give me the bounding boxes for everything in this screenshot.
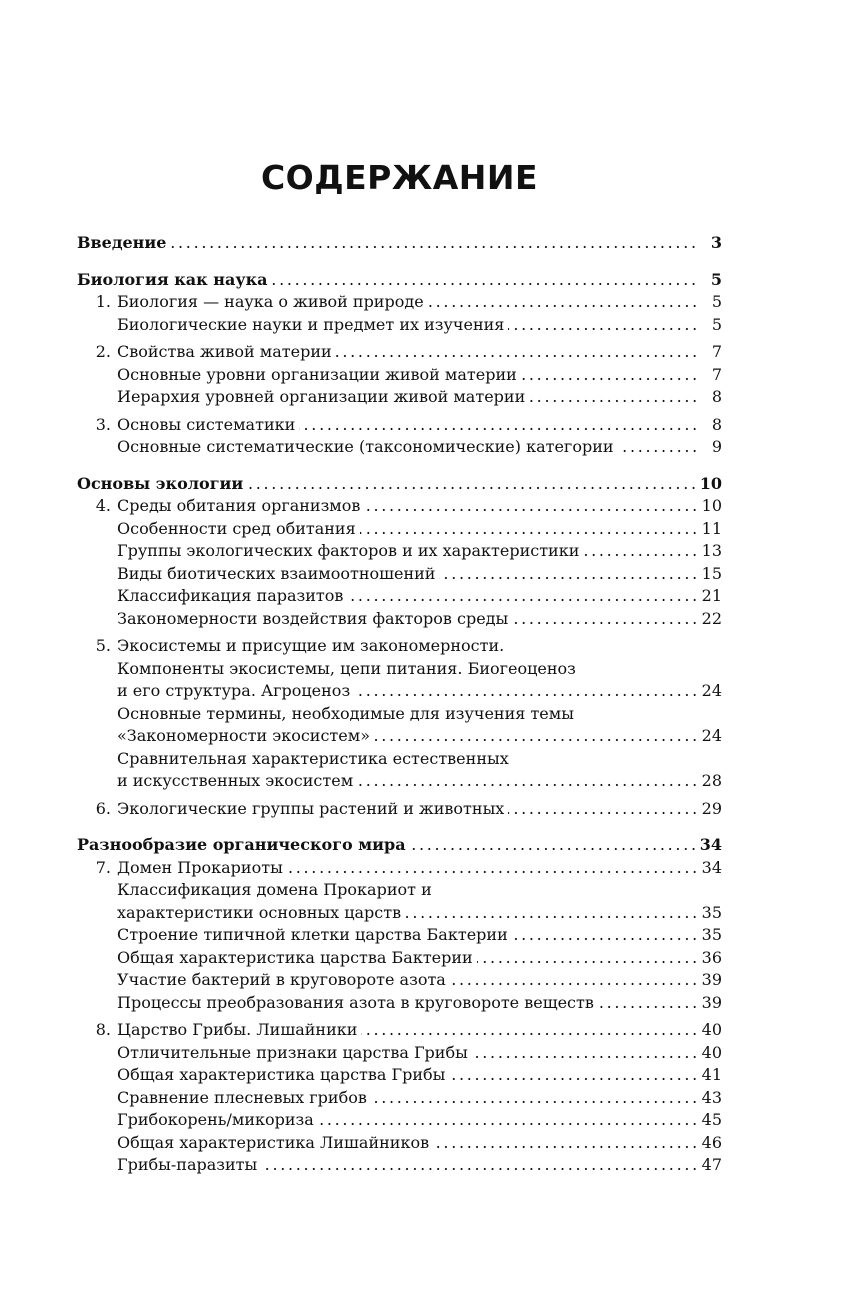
toc-entry-label: Экологические группы растений и животных xyxy=(117,799,508,818)
toc-chapter-number: 4. xyxy=(95,496,111,515)
toc-subentry-line xyxy=(77,703,722,726)
toc-entry-label: Основные термины, необходимые для изучения темы xyxy=(117,703,574,723)
toc-chapter-entry[interactable] xyxy=(77,341,722,364)
toc-entry-label: Разнообразие органического мира xyxy=(77,835,410,854)
toc-entry-page: 35 xyxy=(698,924,722,947)
toc-entry-label: Грибы-паразиты xyxy=(117,1155,261,1174)
toc-subentry-line xyxy=(77,748,722,771)
toc-entry-label: Биология как наука xyxy=(77,270,272,289)
toc-entry-label: Экосистемы и присущие им закономерности. xyxy=(117,636,505,655)
toc-subentry[interactable] xyxy=(77,540,722,563)
toc-entry-label: Группы экологических факторов и их характеристики xyxy=(117,541,583,560)
toc-entry-label: Отличительные признаки царства Грибы xyxy=(117,1043,472,1062)
toc-entry-label: и искусственных экосистем xyxy=(117,771,357,790)
toc-part-heading[interactable] xyxy=(77,834,722,857)
toc-subentry[interactable] xyxy=(77,947,722,970)
toc-entry-page: 29 xyxy=(698,798,722,821)
toc-subentry[interactable] xyxy=(77,1154,722,1177)
toc-subentry[interactable] xyxy=(77,364,722,387)
toc-chapter-entry[interactable] xyxy=(77,857,722,880)
toc-chapter-entry[interactable] xyxy=(77,495,722,518)
toc-entry-label: характеристики основных царств xyxy=(117,903,405,922)
toc-chapter-entry[interactable] xyxy=(77,680,722,703)
page-title: СОДЕРЖАНИЕ xyxy=(260,158,539,197)
toc-entry-page: 28 xyxy=(698,770,722,793)
toc-entry-page: 8 xyxy=(698,386,722,409)
toc-entry-page: 11 xyxy=(698,518,722,541)
toc-entry-label: Основные систематические (таксономические) категории xyxy=(117,437,618,456)
toc-entry-label: Биология — наука о живой природе xyxy=(117,292,428,311)
toc-entry-page: 8 xyxy=(698,414,722,437)
toc-chapter xyxy=(77,341,722,409)
toc-entry-page: 47 xyxy=(698,1154,722,1177)
toc-entry-label: Сравнение плесневых грибов xyxy=(117,1088,371,1107)
toc-entry-label: Свойства живой материи xyxy=(117,342,336,361)
toc-subentry-line xyxy=(77,879,722,902)
toc-entry-page: 5 xyxy=(698,314,722,337)
toc-entry-label: Особенности сред обитания xyxy=(117,519,360,538)
toc-subentry[interactable] xyxy=(77,992,722,1015)
toc-entry-page: 10 xyxy=(698,495,722,518)
toc-entry-label: и его структура. Агроценоз xyxy=(117,681,354,700)
toc-entry-page: 35 xyxy=(698,902,722,925)
toc-chapter xyxy=(77,1019,722,1177)
toc-subentry[interactable] xyxy=(77,608,722,631)
toc-entry-page: 9 xyxy=(698,436,722,459)
toc-subentry[interactable] xyxy=(77,1064,722,1087)
toc-entry-page: 46 xyxy=(698,1132,722,1155)
toc-subentry[interactable] xyxy=(77,1109,722,1132)
toc-entry-page: 24 xyxy=(698,725,722,748)
toc-chapter-number: 6. xyxy=(95,798,111,818)
toc-entry-page: 43 xyxy=(698,1087,722,1110)
toc-subentry[interactable] xyxy=(77,924,722,947)
toc-entry-page: 45 xyxy=(698,1109,722,1132)
toc-subentry[interactable] xyxy=(77,1087,722,1110)
toc-subentry[interactable] xyxy=(77,563,722,586)
toc-part xyxy=(77,473,722,821)
toc-entry-label: Классификация домена Прокариот и xyxy=(117,880,432,899)
toc-chapter xyxy=(77,291,722,336)
toc-entry-page: 34 xyxy=(696,834,722,857)
toc-chapter-number: 1. xyxy=(95,292,111,311)
toc-subentry[interactable] xyxy=(77,518,722,541)
toc-chapter-title-line xyxy=(77,635,722,658)
toc-subentry[interactable] xyxy=(77,725,722,748)
toc-entry-page: 10 xyxy=(696,473,722,496)
toc-entry-page: 40 xyxy=(698,1019,722,1042)
toc-entry-page: 3 xyxy=(698,232,722,255)
toc-chapter-entry[interactable] xyxy=(77,291,722,314)
toc-entry-page: 34 xyxy=(698,857,722,880)
toc-entry-page: 39 xyxy=(698,969,722,992)
toc-entry-label: Общая характеристика царства Грибы xyxy=(117,1065,449,1084)
toc-entry-label: Основы систематики xyxy=(117,415,299,434)
toc-page xyxy=(77,0,722,1312)
toc-entry-label: Строение типичной клетки царства Бактерии xyxy=(117,925,512,944)
toc-entry-page: 22 xyxy=(698,608,722,631)
toc-entry-page: 41 xyxy=(698,1064,722,1087)
toc-entry-label: «Закономерности экосистем» xyxy=(117,726,374,745)
toc-entry-intro[interactable] xyxy=(77,232,722,255)
toc-entry-page: 39 xyxy=(698,992,722,1015)
toc-entry-label: Общая характеристика Лишайников xyxy=(117,1133,433,1152)
toc-entry-label: Участие бактерий в круговороте азота xyxy=(117,970,450,989)
toc-chapter xyxy=(77,635,722,793)
toc-entry-label: Грибокорень/микориза xyxy=(117,1110,318,1129)
toc-subentry[interactable] xyxy=(77,1042,722,1065)
toc-entry-label: Введение xyxy=(77,233,170,252)
toc-intro xyxy=(77,232,722,255)
toc-subentry[interactable] xyxy=(77,902,722,925)
toc-chapter-number: 5. xyxy=(95,636,111,655)
toc-part xyxy=(77,269,722,459)
toc-entry-label: Среды обитания организмов xyxy=(117,496,364,515)
toc-entry-page: 15 xyxy=(698,563,722,586)
toc-entry-label: Общая характеристика царства Бактерии xyxy=(117,948,477,967)
toc-chapter-entry[interactable] xyxy=(77,1019,722,1042)
toc-chapter xyxy=(77,798,722,821)
toc-entry-label: Закономерности воздействия факторов среды xyxy=(117,609,512,628)
toc-part xyxy=(77,834,722,1177)
toc-subentry[interactable] xyxy=(77,770,722,793)
toc-entry-page: 13 xyxy=(698,540,722,563)
table-of-contents xyxy=(77,232,722,1191)
toc-chapter-number: 2. xyxy=(95,342,111,361)
toc-part-heading[interactable] xyxy=(77,473,722,496)
toc-entry-label: Биологические науки и предмет их изучения xyxy=(117,315,508,334)
toc-entry-page: 5 xyxy=(698,269,722,292)
toc-entry-label: Сравнительная характеристика естественных xyxy=(117,748,509,768)
toc-subentry[interactable] xyxy=(77,314,722,337)
toc-entry-label: Виды биотических взаимоотношений xyxy=(117,564,439,583)
toc-subentry[interactable] xyxy=(77,969,722,992)
toc-entry-label: Основные уровни организации живой материи xyxy=(117,365,521,384)
toc-chapter xyxy=(77,414,722,459)
toc-entry-page: 24 xyxy=(698,680,722,703)
toc-part-heading[interactable] xyxy=(77,269,722,292)
toc-entry-page: 40 xyxy=(698,1042,722,1065)
toc-chapter-title-line xyxy=(77,658,722,681)
toc-chapter-number: 8. xyxy=(95,1020,111,1039)
toc-subentry[interactable] xyxy=(77,1132,722,1155)
toc-entry-label: Основы экологии xyxy=(77,474,247,493)
toc-entry-label: Классификация паразитов xyxy=(117,586,347,605)
toc-chapter-entry[interactable] xyxy=(77,414,722,437)
toc-entry-page: 5 xyxy=(698,291,722,314)
toc-chapter-number: 7. xyxy=(95,857,111,877)
toc-entry-label: Домен Прокариоты xyxy=(117,858,287,877)
toc-entry-page: 7 xyxy=(698,364,722,387)
toc-entry-page: 21 xyxy=(698,585,722,608)
toc-chapter-entry[interactable] xyxy=(77,798,722,821)
toc-chapter-number: 3. xyxy=(95,414,111,434)
toc-chapter xyxy=(77,495,722,630)
toc-subentry[interactable] xyxy=(77,386,722,409)
toc-entry-label: Царство Грибы. Лишайники xyxy=(117,1020,361,1039)
toc-chapter xyxy=(77,857,722,1015)
toc-entry-label: Компоненты экосистемы, цепи питания. Биогеоценоз xyxy=(117,658,576,678)
toc-entry-page: 7 xyxy=(698,341,722,364)
toc-entry-page: 36 xyxy=(698,947,722,970)
toc-entry-label: Процессы преобразования азота в круговороте веществ xyxy=(117,993,598,1012)
toc-entry-label: Иерархия уровней организации живой материи xyxy=(117,387,529,406)
toc-subentry[interactable] xyxy=(77,436,722,459)
toc-subentry[interactable] xyxy=(77,585,722,608)
